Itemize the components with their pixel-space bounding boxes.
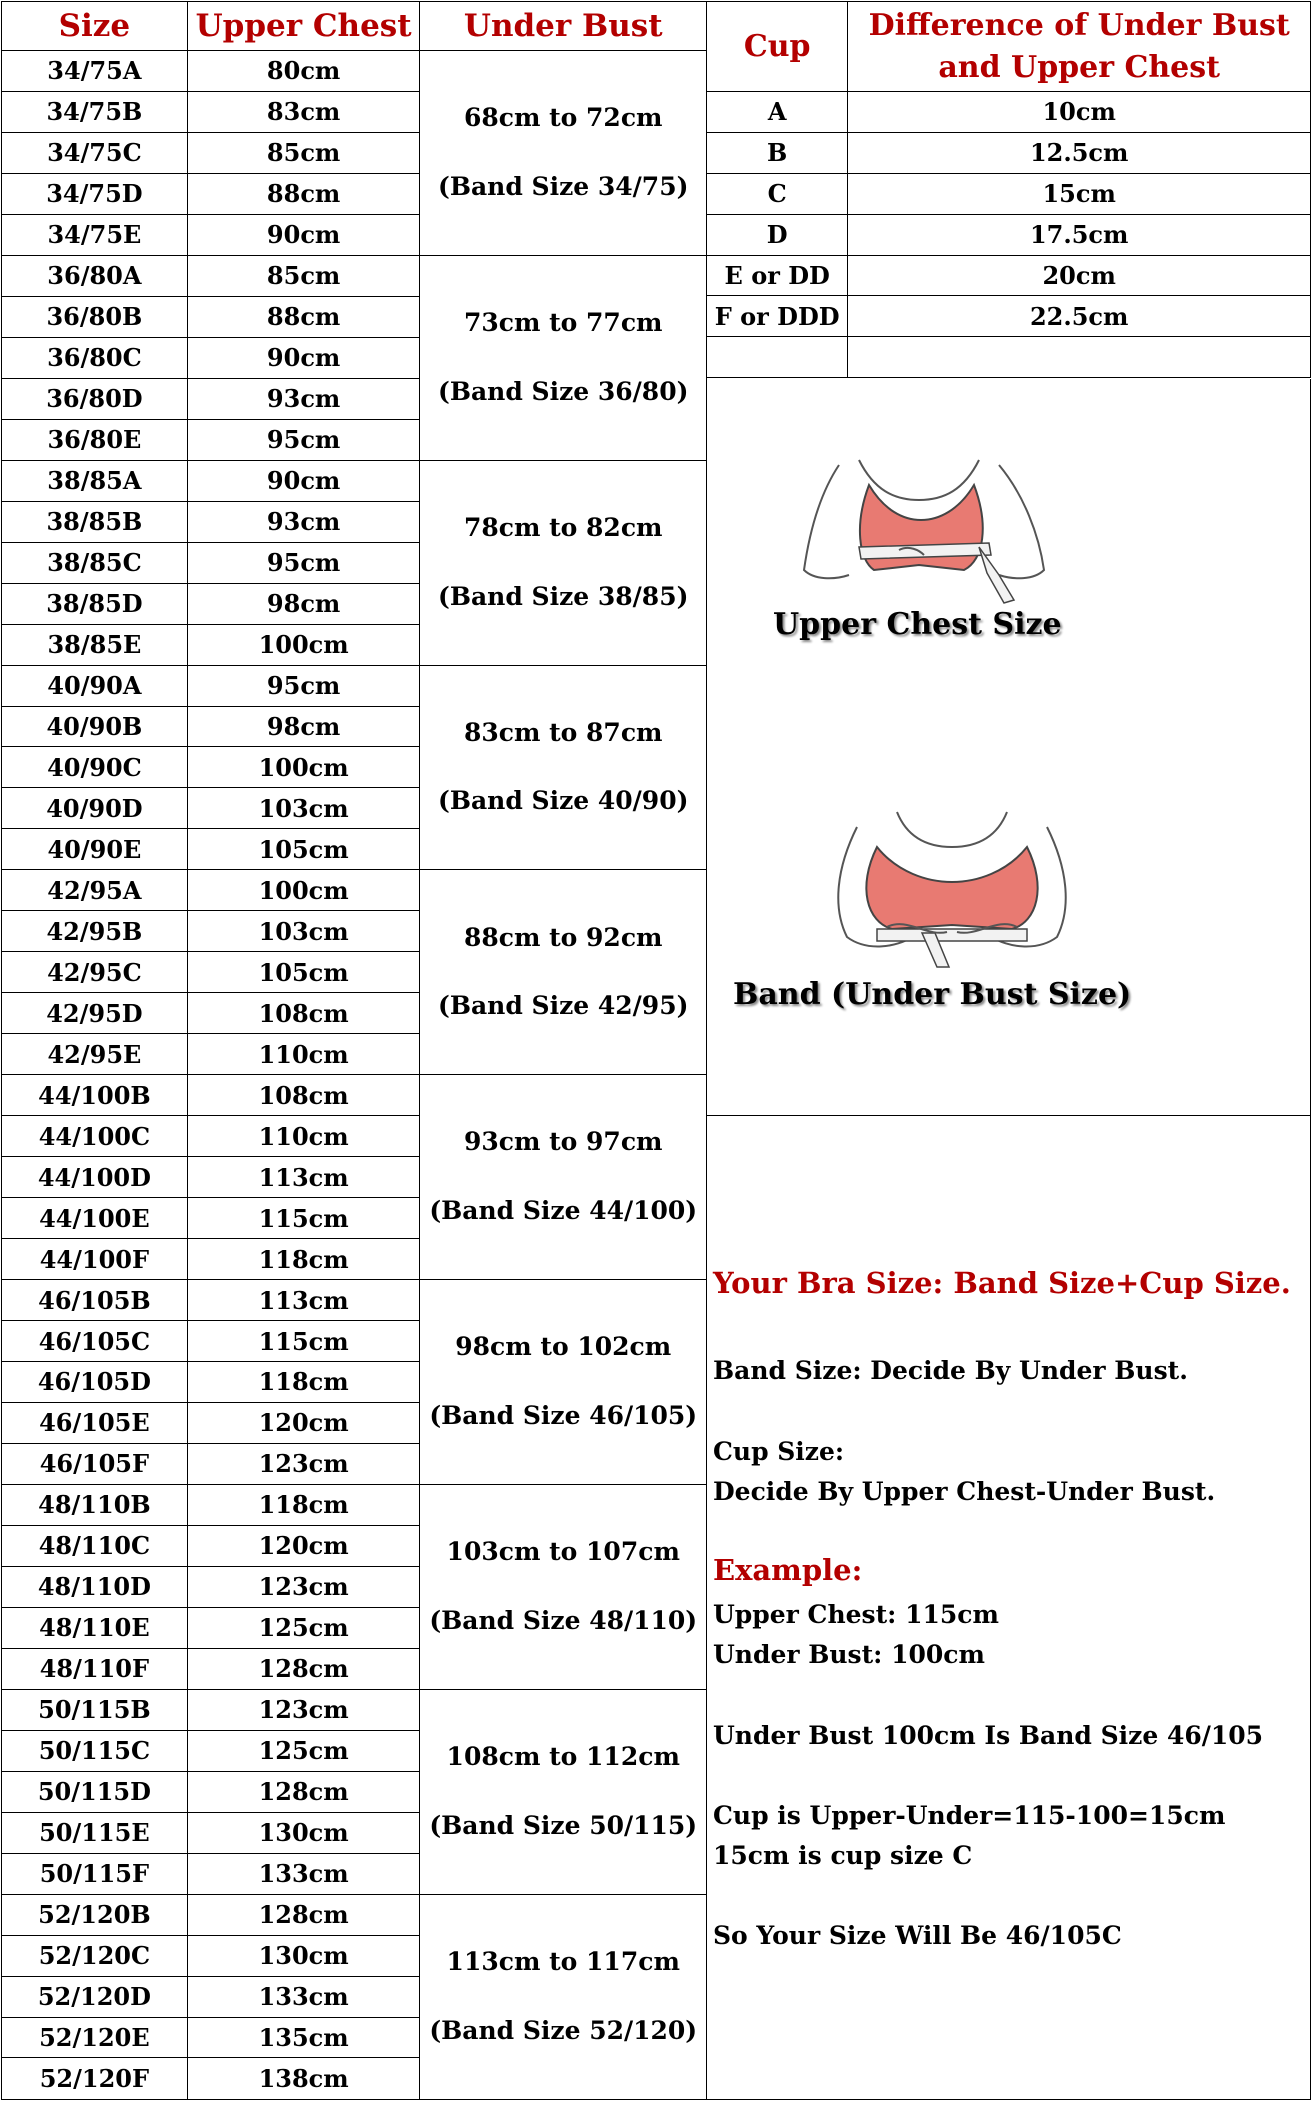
upper-chest-cell: 90cm	[187, 460, 420, 501]
band-rule: Band Size: Decide By Under Bust.	[713, 1356, 1188, 1385]
difference-cell: 12.5cm	[848, 132, 1311, 173]
difference-cell: 10cm	[848, 92, 1311, 133]
header-difference	[848, 2, 1311, 92]
size-cell: 36/80E	[2, 419, 188, 460]
under-bust-cell	[420, 1484, 707, 1689]
size-cell: 34/75C	[2, 132, 188, 173]
example-under: Under Bust: 100cm	[713, 1640, 985, 1669]
size-cell: 36/80D	[2, 378, 188, 419]
upper-chest-cell: 135cm	[187, 2017, 420, 2058]
upper-chest-caption: Upper Chest Size	[773, 607, 1062, 642]
upper-chest-cell: 130cm	[187, 1812, 420, 1853]
upper-chest-cell: 115cm	[187, 1198, 420, 1239]
band-size-label: (Band Size 38/85)	[438, 581, 689, 611]
upper-chest-cell: 83cm	[187, 91, 420, 132]
under-bust-cell	[420, 870, 707, 1075]
size-cell: 46/105C	[2, 1321, 188, 1362]
size-cell: 44/100E	[2, 1198, 188, 1239]
size-cell: 38/85A	[2, 460, 188, 501]
spacer	[420, 1977, 706, 2017]
upper-chest-cell: 138cm	[187, 2058, 420, 2100]
cup-row	[707, 337, 1311, 378]
size-cell: 40/90D	[2, 788, 188, 829]
upper-chest-cell: 100cm	[187, 624, 420, 665]
size-cell: 38/85E	[2, 624, 188, 665]
example-band-result: Under Bust 100cm Is Band Size 46/105	[713, 1721, 1264, 1750]
cup-row	[707, 214, 1311, 255]
size-cell: 40/90A	[2, 665, 188, 706]
header-under-bust: Under Bust	[420, 2, 707, 51]
right-panel	[707, 1, 1311, 2100]
table-row	[2, 1484, 707, 1525]
size-cell: 46/105B	[2, 1280, 188, 1321]
upper-chest-cell: 103cm	[187, 911, 420, 952]
difference-cell: 22.5cm	[848, 296, 1311, 337]
under-bust-range: 83cm to 87cm	[463, 717, 663, 747]
under-bust-range: 78cm to 82cm	[463, 512, 663, 542]
size-cell: 50/115B	[2, 1689, 188, 1730]
upper-chest-cell: 93cm	[187, 378, 420, 419]
table-row	[2, 665, 707, 706]
cup-cell: A	[707, 92, 848, 133]
upper-chest-figure	[799, 455, 1059, 605]
upper-chest-cell: 105cm	[187, 952, 420, 993]
size-cell: 34/75B	[2, 91, 188, 132]
upper-chest-cell: 95cm	[187, 542, 420, 583]
under-bust-cell	[420, 665, 707, 870]
upper-chest-cell: 95cm	[187, 665, 420, 706]
size-cell: 38/85B	[2, 501, 188, 542]
band-size-label: (Band Size 52/120)	[429, 2015, 698, 2045]
band-size-label: (Band Size 40/90)	[438, 786, 689, 816]
upper-chest-cell: 113cm	[187, 1157, 420, 1198]
upper-chest-cell: 90cm	[187, 337, 420, 378]
spacer	[420, 952, 706, 992]
spacer	[420, 133, 706, 173]
spacer	[420, 1362, 706, 1402]
upper-chest-cell: 93cm	[187, 501, 420, 542]
under-bust-range: 108cm to 112cm	[446, 1741, 680, 1771]
size-cell: 40/90E	[2, 829, 188, 870]
size-explanation	[707, 1116, 1311, 2100]
size-cell: 42/95E	[2, 1034, 188, 1075]
size-cell: 42/95A	[2, 870, 188, 911]
example-final: So Your Size Will Be 46/105C	[713, 1921, 1122, 1950]
header-difference-line2: and Upper Chest	[938, 49, 1221, 85]
size-cell: 46/105D	[2, 1362, 188, 1403]
size-cell: 34/75A	[2, 51, 188, 92]
size-cell: 50/115F	[2, 1853, 188, 1894]
cup-row	[707, 92, 1311, 133]
spacer	[420, 543, 706, 583]
upper-chest-cell: 108cm	[187, 1075, 420, 1116]
upper-chest-cell: 105cm	[187, 829, 420, 870]
size-cell: 50/115D	[2, 1771, 188, 1812]
difference-cell: 17.5cm	[848, 214, 1311, 255]
under-bust-range: 88cm to 92cm	[463, 922, 663, 952]
size-cell: 50/115C	[2, 1730, 188, 1771]
upper-chest-cell: 95cm	[187, 419, 420, 460]
band-size-label: (Band Size 34/75)	[438, 171, 689, 201]
cup-table-body	[707, 92, 1311, 378]
upper-chest-cell: 103cm	[187, 788, 420, 829]
size-table	[1, 1, 707, 2100]
upper-chest-cell: 85cm	[187, 132, 420, 173]
upper-chest-cell: 128cm	[187, 1771, 420, 1812]
size-cell: 34/75E	[2, 214, 188, 255]
difference-cell: 20cm	[848, 255, 1311, 296]
size-cell: 52/120E	[2, 2017, 188, 2058]
cup-row	[707, 296, 1311, 337]
example-label: Example:	[713, 1553, 863, 1587]
table-row	[2, 255, 707, 296]
under-bust-figure	[827, 807, 1077, 972]
size-cell: 42/95C	[2, 952, 188, 993]
under-bust-cell	[420, 51, 707, 256]
example-cup-result: 15cm is cup size C	[713, 1841, 973, 1870]
size-cell: 44/100F	[2, 1239, 188, 1280]
upper-chest-cell: 100cm	[187, 747, 420, 788]
table-row	[2, 1689, 707, 1730]
cup-label: Cup Size:	[713, 1437, 845, 1466]
upper-chest-cell: 113cm	[187, 1280, 420, 1321]
header-difference-line1: Difference of Under Bust	[868, 7, 1290, 43]
upper-chest-cell: 110cm	[187, 1116, 420, 1157]
upper-chest-cell: 108cm	[187, 993, 420, 1034]
size-cell: 44/100B	[2, 1075, 188, 1116]
upper-chest-cell: 80cm	[187, 51, 420, 92]
upper-chest-cell: 88cm	[187, 296, 420, 337]
table-row	[2, 1280, 707, 1321]
upper-chest-cell: 85cm	[187, 255, 420, 296]
upper-chest-cell: 100cm	[187, 870, 420, 911]
explanation-title: Your Bra Size: Band Size+Cup Size.	[713, 1266, 1291, 1300]
upper-chest-cell: 118cm	[187, 1484, 420, 1525]
size-cell: 50/115E	[2, 1812, 188, 1853]
upper-chest-cell: 115cm	[187, 1321, 420, 1362]
upper-chest-cell: 120cm	[187, 1525, 420, 1566]
table-row	[2, 1075, 707, 1116]
upper-chest-cell: 90cm	[187, 214, 420, 255]
upper-chest-cell: 120cm	[187, 1402, 420, 1443]
upper-chest-cell: 118cm	[187, 1362, 420, 1403]
size-cell: 38/85C	[2, 542, 188, 583]
cup-rule: Decide By Upper Chest-Under Bust.	[713, 1477, 1216, 1506]
under-bust-range: 93cm to 97cm	[463, 1127, 663, 1157]
band-size-label: (Band Size 46/105)	[429, 1400, 698, 1430]
table-row	[2, 1894, 707, 1935]
header-upper-chest: Upper Chest	[187, 2, 420, 51]
upper-chest-cell: 130cm	[187, 1935, 420, 1976]
upper-chest-cell: 88cm	[187, 173, 420, 214]
upper-chest-cell: 133cm	[187, 1976, 420, 2017]
header-size: Size	[2, 2, 188, 51]
cup-cell: E or DD	[707, 255, 848, 296]
band-caption: Band (Under Bust Size)	[733, 977, 1132, 1012]
table-row	[2, 870, 707, 911]
cup-cell: F or DDD	[707, 296, 848, 337]
cup-cell	[707, 337, 848, 378]
spacer	[420, 747, 706, 787]
header-cup: Cup	[707, 2, 848, 92]
spacer	[420, 1567, 706, 1607]
under-bust-range: 113cm to 117cm	[446, 1947, 680, 1977]
upper-chest-cell: 128cm	[187, 1648, 420, 1689]
size-cell: 46/105F	[2, 1443, 188, 1484]
size-cell: 52/120F	[2, 2058, 188, 2100]
spacer	[420, 1157, 706, 1197]
band-size-label: (Band Size 36/80)	[438, 376, 689, 406]
spacer	[420, 1772, 706, 1812]
upper-chest-cell: 98cm	[187, 706, 420, 747]
size-cell: 34/75D	[2, 173, 188, 214]
cup-cell: D	[707, 214, 848, 255]
upper-chest-cell: 110cm	[187, 1034, 420, 1075]
upper-chest-cell: 98cm	[187, 583, 420, 624]
size-cell: 36/80C	[2, 337, 188, 378]
size-cell: 48/110E	[2, 1607, 188, 1648]
size-cell: 48/110C	[2, 1525, 188, 1566]
size-cell: 44/100C	[2, 1116, 188, 1157]
measurement-illustrations	[707, 379, 1311, 1116]
cup-table	[707, 1, 1311, 378]
size-cell: 42/95B	[2, 911, 188, 952]
under-bust-cell	[420, 1280, 707, 1485]
size-cell: 48/110B	[2, 1484, 188, 1525]
size-cell: 38/85D	[2, 583, 188, 624]
size-cell: 40/90B	[2, 706, 188, 747]
spacer	[420, 338, 706, 378]
band-size-label: (Band Size 44/100)	[429, 1196, 698, 1226]
size-cell: 52/120C	[2, 1935, 188, 1976]
difference-cell: 15cm	[848, 173, 1311, 214]
size-cell: 40/90C	[2, 747, 188, 788]
upper-chest-cell: 128cm	[187, 1894, 420, 1935]
band-size-label: (Band Size 48/110)	[429, 1605, 698, 1635]
upper-chest-cell: 125cm	[187, 1730, 420, 1771]
size-cell: 48/110F	[2, 1648, 188, 1689]
example-cup-calc: Cup is Upper-Under=115-100=15cm	[713, 1801, 1226, 1830]
size-cell: 42/95D	[2, 993, 188, 1034]
upper-chest-cell: 123cm	[187, 1443, 420, 1484]
cup-row	[707, 173, 1311, 214]
size-cell: 52/120B	[2, 1894, 188, 1935]
upper-chest-cell: 125cm	[187, 1607, 420, 1648]
under-bust-cell	[420, 1689, 707, 1894]
upper-chest-cell: 118cm	[187, 1239, 420, 1280]
table-row	[2, 51, 707, 92]
band-size-label: (Band Size 42/95)	[438, 991, 689, 1021]
band-size-label: (Band Size 50/115)	[429, 1810, 698, 1840]
size-cell: 36/80B	[2, 296, 188, 337]
under-bust-range: 73cm to 77cm	[463, 308, 663, 338]
size-table-body	[2, 51, 707, 2100]
size-cell: 44/100D	[2, 1157, 188, 1198]
size-cell: 36/80A	[2, 255, 188, 296]
upper-chest-cell: 133cm	[187, 1853, 420, 1894]
table-row	[2, 460, 707, 501]
cup-row	[707, 132, 1311, 173]
under-bust-cell	[420, 1894, 707, 2099]
example-upper: Upper Chest: 115cm	[713, 1600, 999, 1629]
under-bust-range: 68cm to 72cm	[463, 103, 663, 133]
cup-cell: B	[707, 132, 848, 173]
size-cell: 52/120D	[2, 1976, 188, 2017]
under-bust-cell	[420, 1075, 707, 1280]
upper-chest-cell: 123cm	[187, 1566, 420, 1607]
under-bust-cell	[420, 255, 707, 460]
upper-chest-cell: 123cm	[187, 1689, 420, 1730]
size-cell: 48/110D	[2, 1566, 188, 1607]
cup-row	[707, 255, 1311, 296]
under-bust-range: 103cm to 107cm	[446, 1537, 680, 1567]
under-bust-cell	[420, 460, 707, 665]
under-bust-range: 98cm to 102cm	[455, 1332, 672, 1362]
size-cell: 46/105E	[2, 1402, 188, 1443]
cup-cell: C	[707, 173, 848, 214]
size-chart	[1, 1, 1311, 2100]
difference-cell	[848, 337, 1311, 378]
